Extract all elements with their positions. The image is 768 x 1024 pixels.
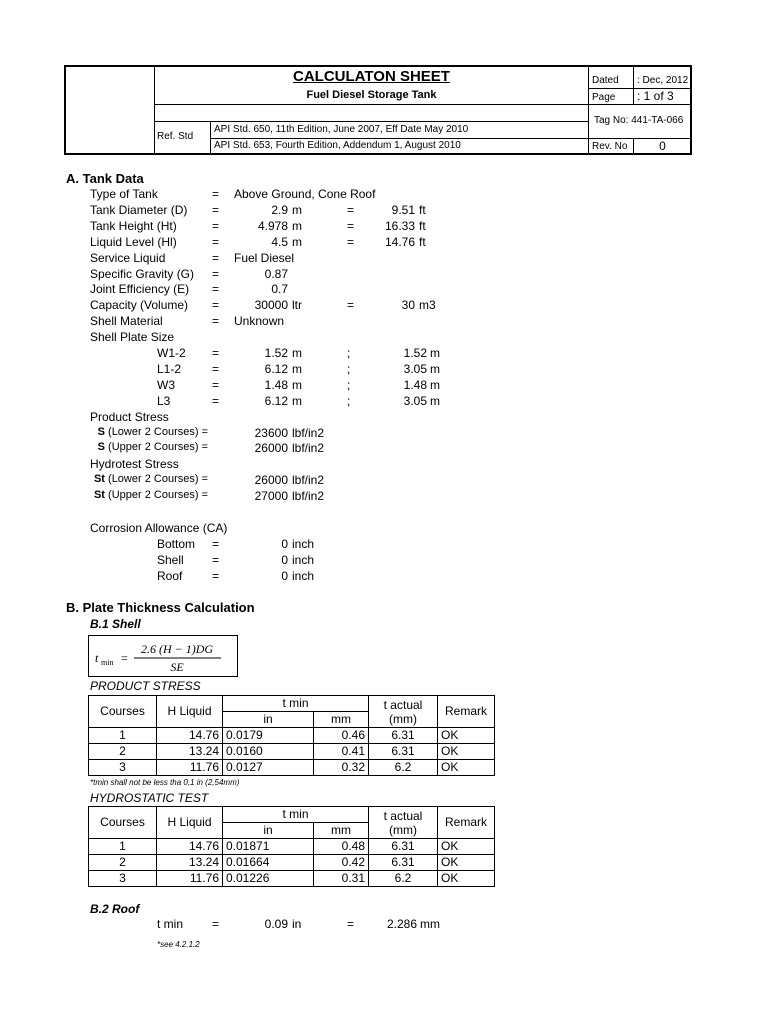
roof-value-mm: 2.286: [386, 917, 417, 931]
product-stress-table-row: [89, 744, 495, 760]
cell-tmin-mm: 0.48: [314, 839, 369, 855]
tank-row-unit: m: [292, 234, 302, 249]
tank-row-label: Type of Tank: [90, 187, 158, 201]
corrosion-item-value: 0: [281, 568, 288, 583]
plate-value: 1.48: [264, 377, 288, 392]
sheet-subtitle: Fuel Diesel Storage Tank: [306, 89, 437, 101]
plate-value: 6.12: [264, 393, 288, 408]
product-stress-unit: lbf/in2: [292, 425, 325, 440]
col-header-mm: mm: [314, 823, 369, 839]
col-header-remark: Remark: [438, 696, 495, 728]
product-stress-unit: lbf/in2: [292, 441, 325, 456]
product-stress-table-row: [89, 728, 495, 744]
plate-calc-heading: B. Plate Thickness Calculation: [66, 600, 255, 615]
product-stress-symbol: S: [97, 441, 105, 454]
cell-t-actual: 6.2: [369, 760, 438, 776]
corrosion-item-label: Roof: [157, 568, 183, 583]
cell-tmin-mm: 0.32: [314, 760, 369, 776]
tmin-note: *tmin shall not be less tha 0,1 in (2,54mm): [90, 778, 240, 787]
rev-label: Rev. No: [592, 141, 628, 152]
cell-t-actual: 6.31: [369, 839, 438, 855]
roof-value-in: 0.09: [264, 917, 288, 931]
col-header-t-actual-unit: (mm): [389, 822, 417, 837]
product-stress-course-label: (Upper 2 Courses) =: [108, 441, 208, 454]
plate-unit: m: [292, 393, 302, 408]
tank-row-label: Tank Height (Ht): [90, 218, 177, 233]
cell-t-actual: 6.31: [369, 744, 438, 760]
dated-label: Dated: [592, 75, 619, 86]
cell-tmin-in: 0.01226: [223, 871, 314, 887]
plate-eq: =: [212, 377, 220, 392]
col-header-t-actual-unit: (mm): [389, 711, 417, 726]
plate-sep: ;: [347, 377, 351, 392]
tank-row-eq: =: [212, 218, 220, 233]
cell-tmin-in: 0.01664: [223, 855, 314, 871]
cell-tmin-mm: 0.41: [314, 744, 369, 760]
tank-row-value: 0.7: [271, 282, 288, 297]
header-divider: [155, 121, 588, 122]
cell-h-liquid: 14.76: [157, 728, 223, 744]
product-stress-symbol: S: [97, 425, 105, 438]
hydrostatic-table-row: [89, 855, 495, 871]
tank-row-eq: =: [212, 202, 220, 217]
roof-unit-in: in: [292, 917, 302, 931]
plate-value2: 3.05: [403, 393, 427, 408]
header-divider: [588, 66, 589, 154]
rev-value: 0: [659, 139, 666, 153]
hydrostatic-table: [88, 806, 495, 887]
formula-lhs: t: [95, 651, 99, 665]
corrosion-item-eq: =: [212, 552, 220, 567]
col-header-h-liquid: H Liquid: [157, 696, 223, 728]
col-header-t-actual-label: t actual: [383, 697, 423, 712]
product-stress-title: PRODUCT STRESS: [90, 679, 201, 693]
corrosion-item-eq: =: [212, 536, 220, 551]
corrosion-item-eq: =: [212, 568, 220, 583]
plate-unit: m: [292, 346, 302, 360]
tank-row-eq: =: [212, 314, 220, 329]
cell-remark: OK: [438, 760, 495, 776]
shell-heading: B.1 Shell: [90, 617, 141, 631]
col-header-remark: Remark: [438, 807, 495, 839]
cell-h-liquid: 11.76: [157, 871, 223, 887]
tank-row-eq: =: [212, 298, 220, 313]
corrosion-item-unit: inch: [292, 568, 315, 583]
plate-eq: =: [212, 393, 220, 408]
tank-row-value: 30000: [254, 298, 288, 313]
tank-row-unit: m: [292, 202, 302, 217]
plate-label: L3: [157, 393, 171, 408]
corrosion-label: Corrosion Allowance (CA): [90, 520, 228, 535]
tank-row-sep: =: [347, 202, 355, 217]
corrosion-item-value: 0: [281, 552, 288, 567]
plate-unit2: m: [430, 393, 440, 408]
cell-tmin-in: 0.0179: [223, 728, 314, 744]
col-header-t-actual-label: t actual: [383, 808, 423, 823]
corrosion-item-unit: inch: [292, 552, 315, 567]
roof-unit-mm: mm: [420, 917, 440, 931]
tank-row-value: 2.9: [271, 202, 288, 217]
plate-eq: =: [212, 346, 220, 360]
cell-remark: OK: [438, 855, 495, 871]
plate-unit: m: [292, 361, 302, 376]
tag-no: Tag No: 441-TA-066: [594, 115, 684, 126]
plate-value: 6.12: [264, 361, 288, 376]
plate-value: 1.52: [264, 346, 288, 360]
tank-row-label: Tank Diameter (D): [90, 202, 188, 217]
hydrostatic-title: HYDROSTATIC TEST: [90, 791, 209, 805]
col-header-courses: Courses: [89, 696, 157, 728]
col-header-h-liquid: H Liquid: [157, 807, 223, 839]
tank-row-label: Capacity (Volume): [90, 298, 189, 313]
tank-row-label: Shell Material: [90, 314, 163, 329]
tank-row-label: Liquid Level (Hl): [90, 234, 177, 249]
tank-row-unit2: ft: [419, 218, 426, 233]
header-divider: [155, 104, 691, 105]
plate-label: W1-2: [157, 346, 186, 360]
sheet-title: CALCULATON SHEET: [293, 68, 450, 85]
cell-h-liquid: 13.24: [157, 855, 223, 871]
cell-tmin-mm: 0.31: [314, 871, 369, 887]
tank-row-value2: 14.76: [384, 234, 415, 249]
product-stress-row-label: [90, 426, 208, 438]
col-header-t-actual: [369, 807, 438, 839]
product-stress-table-row: [89, 760, 495, 776]
tank-row-label: Specific Gravity (G): [90, 266, 195, 281]
roof-sep: =: [347, 917, 355, 931]
hydrotest-stress-course-label: (Upper 2 Courses) =: [108, 489, 208, 502]
tank-row-value2: 30: [401, 298, 415, 313]
tank-row-label: Shell Plate Size: [90, 330, 175, 345]
corrosion-item-label: Shell: [157, 552, 184, 567]
col-header-in: in: [223, 712, 314, 728]
roof-label: t min: [157, 917, 184, 931]
corrosion-item-label: Bottom: [157, 536, 196, 551]
cell-t-actual: 6.31: [369, 728, 438, 744]
corrosion-item-value: 0: [281, 536, 288, 551]
plate-sep: ;: [347, 361, 351, 376]
cell-t-actual: 6.31: [369, 855, 438, 871]
hydrotest-stress-symbol: St: [93, 473, 105, 486]
hydrotest-stress-label: Hydrotest Stress: [90, 457, 179, 472]
tank-row-sep: =: [347, 298, 355, 313]
formula-denominator: SE: [170, 660, 184, 674]
tank-row-value: Fuel Diesel: [234, 250, 295, 265]
tank-row-unit2: ft: [419, 234, 426, 249]
svg-text:=: =: [121, 651, 128, 665]
plate-value2: 1.52: [403, 346, 427, 360]
hydrotest-stress-value: 26000: [254, 473, 288, 488]
cell-tmin-mm: 0.42: [314, 855, 369, 871]
col-header-t-min: t min: [223, 696, 369, 712]
cell-t-actual: 6.2: [369, 871, 438, 887]
cell-tmin-mm: 0.46: [314, 728, 369, 744]
cell-remark: OK: [438, 839, 495, 855]
tank-row-sep: =: [347, 218, 355, 233]
product-stress-label: Product Stress: [90, 409, 169, 424]
hydrotest-stress-row-label: [90, 473, 208, 485]
tank-row-value: Unknown: [234, 314, 285, 329]
col-header-t-actual: [369, 696, 438, 728]
tank-row-eq: =: [212, 266, 220, 281]
cell-remark: OK: [438, 871, 495, 887]
cell-course: 1: [89, 728, 157, 744]
hydrostatic-table-row: [89, 839, 495, 855]
roof-eq: =: [212, 917, 220, 931]
hydrotest-stress-row-label: [90, 489, 208, 501]
tank-row-eq: =: [212, 282, 220, 297]
hydrotest-stress-value: 27000: [254, 489, 288, 504]
col-header-in: in: [223, 823, 314, 839]
tank-row-eq: =: [212, 187, 220, 201]
product-stress-course-label: (Lower 2 Courses) =: [108, 425, 208, 438]
hydrotest-stress-symbol: St: [93, 489, 105, 502]
formula-lhs-sub: min: [101, 658, 114, 667]
hydrotest-stress-unit: lbf/in2: [292, 489, 325, 504]
plate-label: L1-2: [157, 361, 182, 376]
roof-heading: B.2 Roof: [90, 902, 140, 916]
formula-box: [88, 635, 238, 677]
plate-value2: 1.48: [403, 377, 427, 392]
cell-h-liquid: 13.24: [157, 744, 223, 760]
tank-row-value: 0.87: [264, 266, 288, 281]
plate-sep: ;: [347, 346, 351, 360]
tank-row-value: 4.978: [257, 218, 288, 233]
tank-row-sep: =: [347, 234, 355, 249]
cell-course: 3: [89, 760, 157, 776]
cell-remark: OK: [438, 744, 495, 760]
tank-row-value2: 9.51: [391, 202, 415, 217]
col-header-mm: mm: [314, 712, 369, 728]
dated-value: : Dec, 2012: [637, 75, 689, 86]
tank-row-unit: m: [292, 218, 302, 233]
ref-std-1: API Std. 650, 11th Edition, June 2007, Eff Date May 2010: [214, 124, 469, 135]
tank-row-value: Above Ground, Cone Roof: [234, 187, 376, 201]
page-label: Page: [592, 92, 616, 103]
col-header-courses: Courses: [89, 807, 157, 839]
plate-unit2: m: [430, 361, 440, 376]
product-stress-row-label: [90, 441, 208, 453]
cell-remark: OK: [438, 728, 495, 744]
tank-row-unit2: m3: [419, 298, 436, 313]
tank-row-eq: =: [212, 234, 220, 249]
ref-std-label: Ref. Std: [157, 131, 194, 142]
tank-row-unit: ltr: [292, 298, 302, 313]
tank-row-label: Joint Efficiency (E): [90, 282, 190, 297]
cell-tmin-in: 0.0160: [223, 744, 314, 760]
corrosion-item-unit: inch: [292, 536, 315, 551]
hydrostatic-table-row: [89, 871, 495, 887]
tank-data-heading: A. Tank Data: [66, 171, 144, 186]
header-divider: [211, 138, 691, 139]
cell-course: 1: [89, 839, 157, 855]
product-stress-value: 23600: [254, 425, 288, 440]
plate-unit2: m: [430, 377, 440, 392]
plate-unit2: m: [430, 346, 440, 360]
cell-tmin-in: 0.01871: [223, 839, 314, 855]
col-header-t-min: t min: [223, 807, 369, 823]
plate-label: W3: [157, 377, 175, 392]
product-stress-table: [88, 695, 495, 776]
cell-course: 2: [89, 855, 157, 871]
thickness-formula: [89, 636, 237, 676]
cell-tmin-in: 0.0127: [223, 760, 314, 776]
hydrotest-stress-unit: lbf/in2: [292, 473, 325, 488]
plate-eq: =: [212, 361, 220, 376]
cell-h-liquid: 11.76: [157, 760, 223, 776]
plate-unit: m: [292, 377, 302, 392]
roof-note: *see 4.2.1.2: [157, 940, 200, 949]
tank-row-value2: 16.33: [384, 218, 415, 233]
product-stress-value: 26000: [254, 441, 288, 456]
tank-row-label: Service Liquid: [90, 250, 166, 265]
formula-numerator: 2.6 (H − 1)DG: [140, 642, 214, 656]
tank-row-value: 4.5: [271, 234, 288, 249]
plate-sep: ;: [347, 393, 351, 408]
hydrotest-stress-course-label: (Lower 2 Courses) =: [108, 473, 208, 486]
tank-row-eq: =: [212, 250, 220, 265]
cell-course: 3: [89, 871, 157, 887]
tank-row-unit2: ft: [419, 202, 426, 217]
cell-h-liquid: 14.76: [157, 839, 223, 855]
page-value: : 1 of 3: [637, 89, 674, 103]
plate-value2: 3.05: [403, 361, 427, 376]
ref-std-2: API Std. 653, Fourth Edition, Addendum 1, August 2010: [214, 140, 461, 151]
header-divider: [633, 66, 634, 105]
cell-course: 2: [89, 744, 157, 760]
